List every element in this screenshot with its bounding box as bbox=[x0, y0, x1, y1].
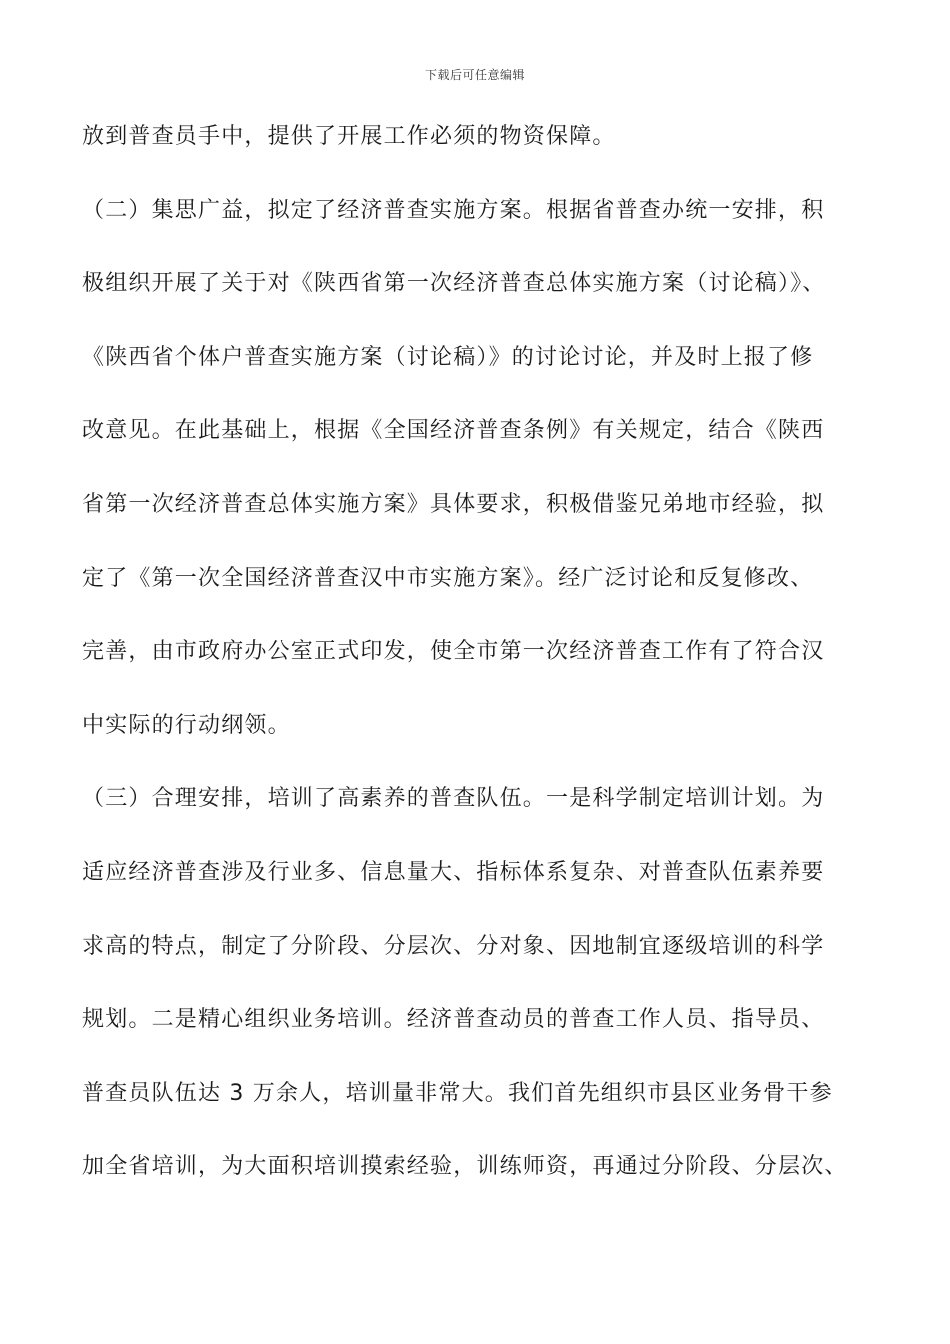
text-line: 极组织开展了关于对《陕西省第一次经济普查总体实施方案（讨论稿）》、 bbox=[82, 271, 826, 297]
text-line: 改意见。在此基础上，根据《全国经济普查条例》有关规定，结合《陕西 bbox=[82, 418, 825, 444]
text-line: 加全省培训，为大面积培训摸索经验，训练师资，再通过分阶段、分层次、 bbox=[82, 1154, 848, 1180]
text-line: 普查员队伍达 3 万余人，培训量非常大。我们首先组织市县区业务骨干参 bbox=[82, 1080, 833, 1106]
text-line: （二）集思广益，拟定了经济普查实施方案。根据省普查办统一安排，积 bbox=[82, 197, 825, 223]
document-body bbox=[82, 114, 878, 1218]
page-header: 下载后可任意编辑 bbox=[424, 68, 525, 82]
text-line: 《陕西省个体户普查实施方案（讨论稿）》的讨论讨论，并及时上报了修 bbox=[82, 344, 814, 370]
text-line: 适应经济普查涉及行业多、信息量大、指标体系复杂、对普查队伍素养要 bbox=[82, 859, 825, 885]
text-line: 省第一次经济普查总体实施方案》具体要求，积极借鉴兄弟地市经验，拟 bbox=[82, 491, 825, 517]
text-line: 求高的特点，制定了分阶段、分层次、分对象、因地制宜逐级培训的科学 bbox=[82, 933, 825, 959]
text-line: 中实际的行动纲领。 bbox=[82, 712, 291, 738]
text-line: 放到普查员手中，提供了开展工作必须的物资保障。 bbox=[82, 124, 616, 149]
text-line: 规划。二是精心组织业务培训。经济普查动员的普查工作人员、指导员、 bbox=[82, 1007, 825, 1033]
text-line: 完善，由市政府办公室正式印发，使全市第一次经济普查工作有了符合汉 bbox=[82, 639, 825, 665]
text-line: （三）合理安排，培训了高素养的普查队伍。一是科学制定培训计划。为 bbox=[82, 786, 825, 812]
text-line: 定了《第一次全国经济普查汉中市实施方案》。经广泛讨论和反复修改、 bbox=[82, 565, 814, 591]
